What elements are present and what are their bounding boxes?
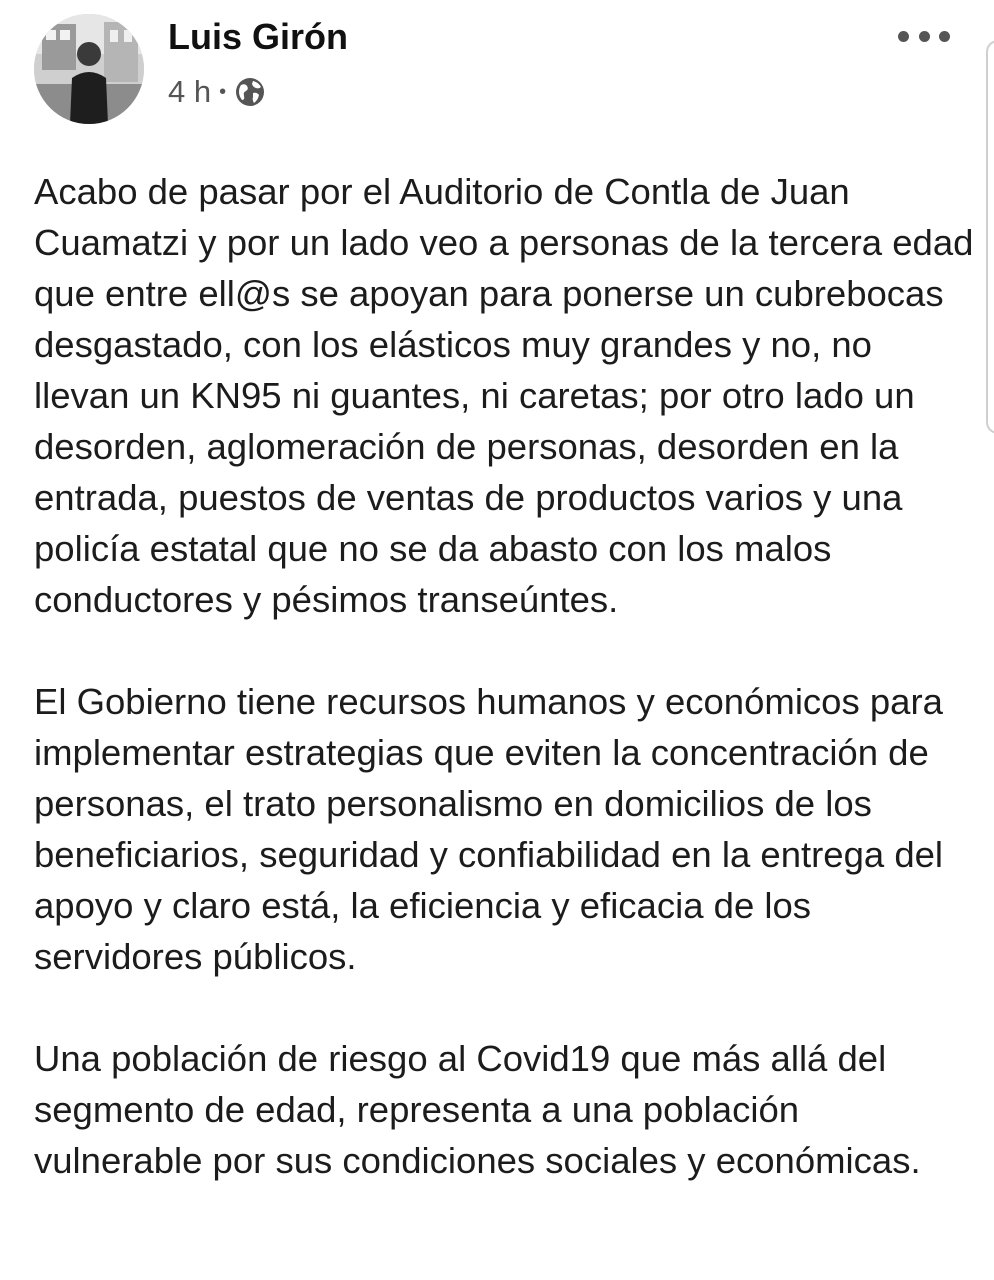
post-meta: [168, 72, 266, 112]
post-time[interactable]: 4 h: [168, 74, 212, 109]
post-body: [34, 166, 974, 1237]
more-dot: [919, 31, 930, 42]
author-name[interactable]: Luis Girón: [168, 16, 348, 57]
side-panel-edge: [986, 40, 994, 434]
post-header: [34, 14, 974, 134]
more-dot: [898, 31, 909, 42]
meta-separator: •: [219, 80, 227, 103]
globe-icon: [234, 76, 266, 108]
post-paragraph: El Gobierno tiene recursos humanos y económicos para implementar estrategias que eviten la concentración de personas, el trato personalismo en domicilios de los beneficiarios, seguridad y confiabilidad en la entrega del apoyo y claro está, la eficiencia y eficacia de los servidores públicos.: [34, 681, 944, 977]
more-options-icon[interactable]: [898, 24, 950, 48]
avatar-photo: [34, 14, 144, 124]
more-dot: [939, 31, 950, 42]
post-paragraph: Una población de riesgo al Covid19 que más allá del segmento de edad, representa a una población vulnerable por sus condiciones sociales y económicas.: [34, 1038, 921, 1181]
post-paragraph: Acabo de pasar por el Auditorio de Contla de Juan Cuamatzi y por un lado veo a personas de la tercera edad que entre ell@s se apoyan para ponerse un cubrebocas desgastado, con los elásticos muy grandes y no, no llevan un KN95 ni guantes, ni caretas; por otro lado un desorden, aglomeración de personas, desorden en la entrada, puestos de ventas de productos varios y una policía estatal que no se da abasto con los malos conductores y pésimos transeúntes.: [34, 171, 974, 620]
avatar[interactable]: [34, 14, 144, 124]
